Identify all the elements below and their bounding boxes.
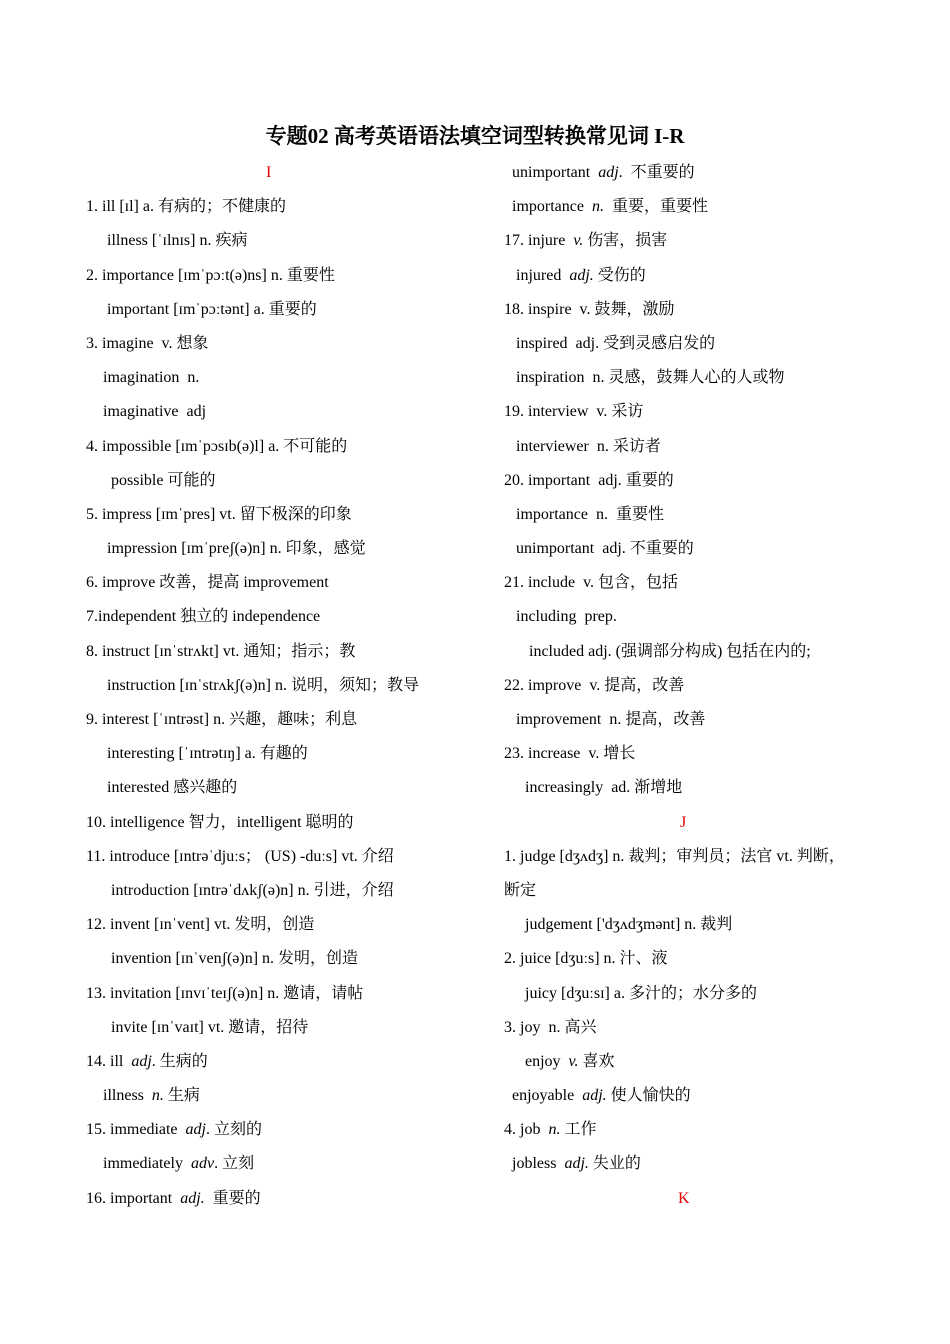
part-of-speech: n. [548,1121,561,1139]
vocab-line [86,669,486,703]
vocab-line [504,1113,884,1147]
vocab-text: injured [516,266,570,284]
vocab-text: important [ɪmˈpɔːtənt] a. 重要的 [107,300,317,318]
vocab-text: possible 可能的 [111,471,216,489]
vocab-text: 8. instruct [ɪnˈstrʌkt] vt. 通知；指示；教 [86,642,356,660]
vocab-text: 15. immediate [86,1121,186,1139]
vocab-meaning: 受伤的 [593,266,646,284]
vocab-meaning: 工作 [560,1121,597,1139]
vocab-line [86,771,486,805]
section-letter-heading [86,156,486,190]
vocab-text: included adj. (强调部分构成) 包括在内的; [529,642,811,660]
vocab-text: I [266,164,272,181]
vocab-text: 5. impress [ɪmˈpres] vt. 留下极深的印象 [86,505,352,523]
vocab-line [86,874,486,908]
vocab-line [504,430,884,464]
vocab-line [504,771,884,805]
part-of-speech: adj. [569,266,594,284]
vocab-text: judgement ['dʒʌdʒmənt] n. 裁判 [525,916,733,934]
vocab-line [86,1011,486,1045]
vocab-text: unimportant adj. 不重要的 [516,540,694,558]
page-title: 专题02 高考英语语法填空词型转换常见词 I-R [265,124,685,148]
vocab-text: importance n. 重要性 [516,505,664,523]
vocab-text: inspiration n. 灵感，鼓舞人心的人或物 [516,369,785,387]
vocab-line [86,190,486,224]
vocab-line [504,942,884,976]
vocab-line [86,703,486,737]
vocab-text: 19. interview v. 采访 [504,403,644,421]
vocab-line [86,361,486,395]
vocab-line [86,327,486,361]
part-of-speech: n. [591,198,604,216]
vocab-line [504,259,884,293]
vocab-line [86,908,486,942]
vocab-text: juicy [dʒuːsɪ] a. 多汁的；水分多的 [525,984,757,1002]
vocab-line [86,566,486,600]
vocab-text: illness [ˈɪlnɪs] n. 疾病 [107,232,248,250]
vocab-text: 12. invent [ɪnˈvent] vt. 发明，创造 [86,916,315,934]
vocab-line [86,395,486,429]
part-of-speech: n. [151,1087,164,1105]
vocab-text: unimportant [512,164,599,181]
vocab-line [504,635,884,669]
vocab-text: 断定 [504,881,537,899]
vocab-text: 9. interest [ˈɪntrəst] n. 兴趣，趣味；利息 [86,711,358,728]
vocab-text: 13. invitation [ɪnvɪˈteɪʃ(ə)n] n. 邀请，请帖 [86,984,364,1002]
vocab-line [504,1045,884,1079]
vocab-line [504,840,884,874]
vocab-text: 11. introduce [ɪntrəˈdjuːs； (US) -duːs] vt. 介绍 [86,847,394,865]
vocab-meaning: 喜欢 [578,1052,615,1070]
vocab-text: 4. job [504,1121,549,1139]
vocab-line [504,156,884,190]
vocab-line [504,566,884,600]
vocab-text: 20. important adj. 重要的 [504,471,674,489]
vocab-line [86,1079,486,1113]
left-column [86,156,486,1216]
vocab-text: including prep. [516,608,617,626]
vocab-line [86,259,486,293]
vocab-text: interesting [ˈɪntrətɪŋ] a. 有趣的 [107,745,308,763]
vocab-text: 18. inspire v. 鼓舞，激励 [504,300,675,318]
vocab-meaning: . 不重要的 [618,164,695,181]
vocab-meaning: 伤害，损害 [583,232,668,250]
vocab-text: increasingly ad. 渐增地 [525,779,683,797]
vocab-line [86,737,486,771]
vocab-line [504,1079,884,1113]
vocab-line [86,464,486,498]
vocab-line [86,1113,486,1147]
section-letter-heading [504,1182,884,1216]
vocab-text: improvement n. 提高，改善 [516,711,706,728]
vocab-text: J [680,813,687,831]
vocab-text: 3. imagine v. 想象 [86,334,209,352]
vocab-text: enjoy [525,1052,569,1070]
vocab-text: 10. intelligence 智力，intelligent 聪明的 [86,813,354,831]
vocab-text: 21. include v. 包含，包括 [504,574,679,592]
vocab-meaning: . 立刻 [214,1155,255,1173]
vocab-text: 3. joy n. 高兴 [504,1018,597,1036]
vocab-line [86,532,486,566]
vocab-text: 4. impossible [ɪmˈpɔsɪb(ə)l] a. 不可能的 [86,437,348,455]
vocab-text: 2. importance [ɪmˈpɔːt(ə)ns] n. 重要性 [86,266,335,284]
part-of-speech: adv [190,1155,215,1173]
vocab-text: importance [512,198,592,216]
part-of-speech: adj. [582,1087,607,1105]
vocab-line [504,669,884,703]
vocab-line [504,395,884,429]
vocab-text: 17. injure [504,232,574,250]
vocab-line [86,498,486,532]
vocab-text: 2. juice [dʒuːs] n. 汁、液 [504,950,668,968]
vocab-line [504,908,884,942]
vocab-text: impression [ɪmˈpreʃ(ə)n] n. 印象，感觉 [107,540,366,558]
vocab-line [504,737,884,771]
vocab-text: introduction [ɪntrəˈdʌkʃ(ə)n] n. 引进，介绍 [111,881,394,899]
vocab-line [504,293,884,327]
vocab-meaning: 重要，重要性 [603,198,708,216]
vocab-text: 1. judge [dʒʌdʒ] n. 裁判；审判员；法官 vt. 判断， [504,847,845,865]
vocab-line [86,430,486,464]
vocab-text: interviewer n. 采访者 [516,437,661,455]
vocab-line [504,703,884,737]
vocab-text: 1. ill [ɪl] a. 有病的；不健康的 [86,198,286,216]
vocab-line [504,327,884,361]
vocab-text: interested 感兴趣的 [107,779,238,797]
vocab-line [86,1045,486,1079]
vocab-text: 22. improve v. 提高，改善 [504,676,685,694]
vocab-text: imaginative adj [103,403,207,421]
vocab-line [504,600,884,634]
vocab-meaning: . 生病的 [151,1052,208,1070]
part-of-speech: v. [573,232,584,250]
vocab-line [504,874,884,908]
vocab-text: 23. increase v. 增长 [504,745,636,763]
part-of-speech: adj. [180,1189,205,1207]
vocab-text: illness [103,1087,152,1105]
vocab-line [504,1011,884,1045]
part-of-speech: adj. [564,1155,589,1173]
vocab-text: invite [ɪnˈvaɪt] vt. 邀请，招待 [111,1018,309,1036]
vocab-text: 16. important [86,1189,181,1207]
vocab-text: imagination n. [103,369,200,387]
vocab-line [86,1147,486,1181]
vocab-text: 6. improve 改善，提高 improvement [86,574,329,592]
vocab-line [504,464,884,498]
part-of-speech: adj [185,1121,206,1139]
vocab-line [86,840,486,874]
vocab-line [504,190,884,224]
vocab-line [86,635,486,669]
vocab-line [86,1182,486,1216]
vocab-text: instruction [ɪnˈstrʌkʃ(ə)n] n. 说明，须知；教导 [107,676,419,694]
part-of-speech: adj [598,164,619,181]
vocab-text: invention [ɪnˈvenʃ(ə)n] n. 发明，创造 [111,950,359,968]
right-column [504,156,884,1216]
part-of-speech: v. [568,1052,579,1070]
vocab-meaning: 失业的 [588,1155,641,1173]
vocab-text: inspired adj. 受到灵感启发的 [516,334,716,352]
vocab-line [504,361,884,395]
vocab-text: jobless [512,1155,565,1173]
vocab-text: enjoyable [512,1087,583,1105]
vocab-meaning: 生病 [163,1087,200,1105]
vocab-line [86,977,486,1011]
vocab-line [86,293,486,327]
vocab-text: K [678,1189,690,1207]
vocab-line [86,224,486,258]
vocab-text: immediately [103,1155,191,1173]
vocab-text: 14. ill [86,1052,132,1070]
vocab-line [86,942,486,976]
vocab-meaning: . 立刻的 [205,1121,262,1139]
vocab-line [504,498,884,532]
vocab-line [504,1147,884,1181]
vocab-line [504,977,884,1011]
vocab-line [86,806,486,840]
vocab-line [86,600,486,634]
section-letter-heading [504,806,884,840]
vocab-line [504,224,884,258]
part-of-speech: adj [131,1052,152,1070]
vocab-meaning: 使人愉快的 [606,1087,691,1105]
vocab-text: 7.independent 独立的 independence [86,608,321,626]
vocab-meaning: 重要的 [204,1189,261,1207]
vocab-line [504,532,884,566]
